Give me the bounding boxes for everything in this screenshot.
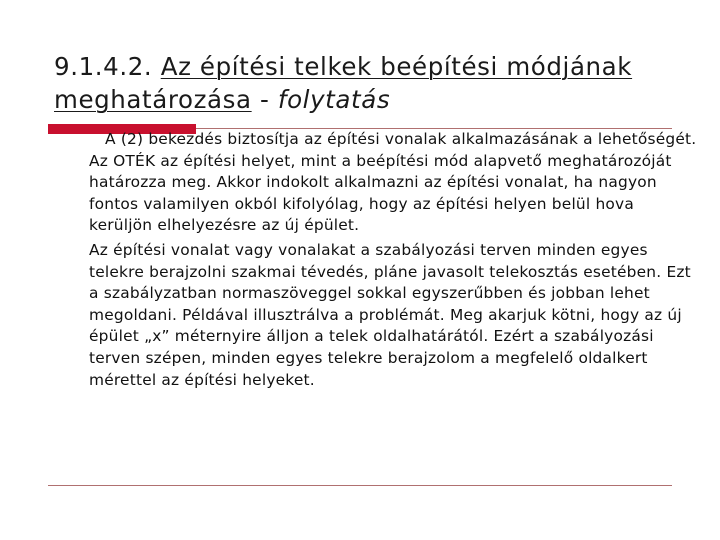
title-underlined-text: Az építési telkek beépítési módjának meghatározása [54, 52, 633, 114]
title-separator: - [251, 85, 278, 114]
body-paragraph-2: Az építési vonalat vagy vonalakat a szabályozási terven minden egyes telekre berajzolni szakmai tévedés, pláne javasolt telekosztás esetében. Ezt a szabályzatban normaszöveggel sokkal egyszerűbben és jobban lehet megoldani. Példával illusztrálva a problémát. Meg akarjuk kötni, hogy az új épület „x” méternyire álljon a telek oldalhatárától. Ezért a szabályozási terven szépen, minden egyes telekre berajzolom a megfelelő oldalkert mérettel az építési helyeket. [89, 240, 691, 389]
bottom-divider [48, 485, 672, 486]
slide-title [54, 50, 694, 116]
title-number: 9.1.4.2. [54, 52, 153, 81]
body-paragraph-1: A (2) bekezdés biztosítja az építési vonalak alkalmazásának a lehetőségét. Az OTÉK az építési helyet, mint a beépítési mód alapvető meghatározóját határozza meg. Akkor indokolt alkalmazni az építési vonalat, ha nagyon fontos valamilyen okból kifolyólag, hogy az építési helyen belül hova kerüljön elhelyezésre az új épület. [89, 130, 697, 235]
title-suffix: folytatás [277, 85, 391, 114]
slide-body [89, 129, 699, 391]
